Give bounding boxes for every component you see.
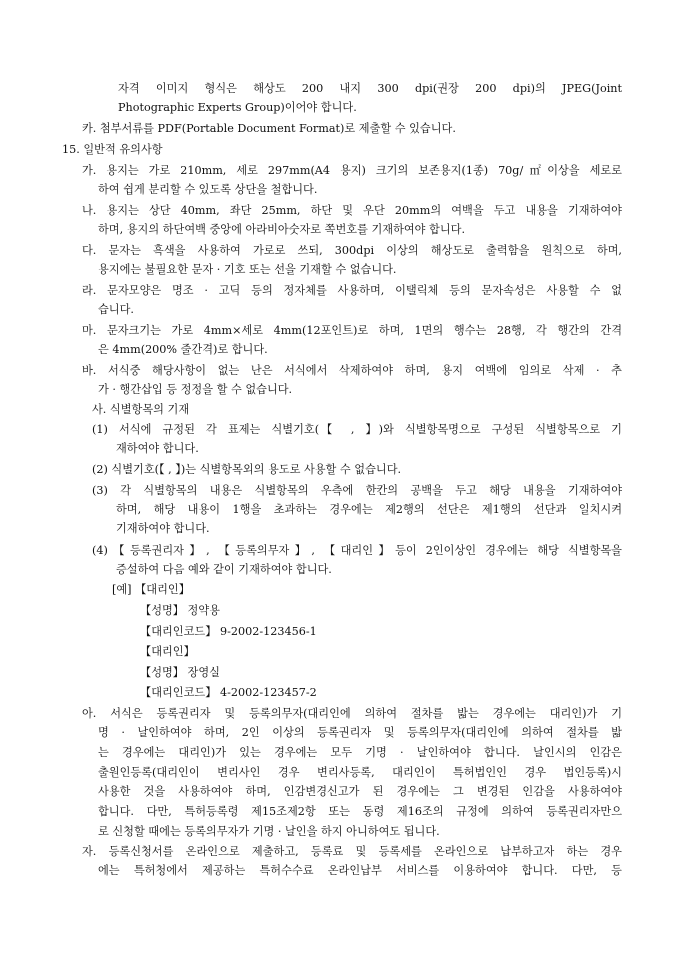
text-line: 하여 쉽게 분리할 수 있도록 상단을 철합니다.	[98, 183, 318, 196]
text-line: 【대리인코드】 4-2002-123457-2	[140, 686, 317, 699]
text-line: 로 신청할 때에는 등록의무자가 기명 · 날인을 하지 아니하여도 됩니다.	[98, 825, 440, 838]
text-line: (4)【등록권리자】, 【등록의무자】, 【대리인】등이 2인이상인 경우에는 해당 식별항목을	[92, 544, 622, 557]
text-line: 합니다. 다만, 특허등록령 제15조제2항 또는 동령 제16조의 규정에 의하여 등록권리자만으	[98, 805, 622, 818]
text-line: Photographic Experts Group)이어야 합니다.	[118, 101, 357, 114]
text-line: 습니다.	[98, 303, 134, 316]
section-heading: 15. 일반적 유의사항	[62, 143, 163, 156]
text-line: 에는 특허청에서 제공하는 특허수수료 온라인납부 서비스를 이용하여야 합니다. 다만, 등	[98, 864, 622, 877]
text-line: 아. 서식은 등록권리자 및 등록의무자(대리인에 의하여 절차를 밟는 경우에는 대리인)가 기	[82, 707, 622, 720]
text-line: 라. 문자모양은 명조 · 고딕 등의 정자체를 사용하며, 이탤릭체 등의 문자속성은 사용할 수 없	[82, 284, 622, 297]
text-line: 용지에는 불필요한 문자 · 기호 또는 선을 기재할 수 없습니다.	[98, 263, 397, 276]
text-line: 재하여야 합니다.	[116, 442, 199, 455]
text-line: 다. 문자는 흑색을 사용하여 가로로 쓰되, 300dpi 이상의 해상도로 출력함을 원칙으로 하며,	[82, 244, 622, 257]
text-line: 사용한 것을 사용하여야 하며, 인감변경신고가 된 경우에는 그 변경된 인감을 사용하여야	[98, 785, 622, 798]
text-line: 가. 용지는 가로 210mm, 세로 297mm(A4 용지) 크기의 보존용지(1종) 70g/㎡이상을 세로로	[82, 164, 622, 177]
text-line: 자격 이미지 형식은 해상도 200 내지 300 dpi(권장 200 dpi)의 JPEG(Joint	[118, 82, 622, 95]
text-line: 명 · 날인하여야 하며, 2인 이상의 등록권리자 및 등록의무자(대리인에 의하여 절차를 밟	[98, 726, 622, 739]
text-line: 【대리인코드】 9-2002-123456-1	[140, 625, 317, 638]
text-line: 카. 첨부서류를 PDF(Portable Document Format)로 제출할 수 있습니다.	[82, 122, 456, 135]
text-line: (1) 서식에 규정된 각 표제는 식별기호(【 , 】)와 식별항목명으로 구성된 식별항목으로 기	[92, 423, 622, 436]
text-line: 기재하여야 합니다.	[116, 522, 210, 535]
text-line: 은 4mm(200% 줄간격)로 합니다.	[98, 343, 268, 356]
text-line: 가 · 행간삽입 등 정정을 할 수 없습니다.	[98, 383, 293, 396]
text-line: 【성명】 정약용	[140, 604, 220, 617]
text-line: 는 경우에는 대리인)가 있는 경우에는 모두 기명 · 날인하여야 합니다. 날인시의 인감은	[98, 746, 622, 759]
text-line: 출원인등록(대리인이 변리사인 경우 변리사등록, 대리인이 특허법인인 경우 법인등록)시	[98, 766, 622, 779]
text-line: [예] 【대리인】	[112, 583, 190, 596]
text-line: (3) 각 식별항목의 내용은 식별항목의 우측에 한칸의 공백을 두고 해당 내용을 기재하여야	[92, 484, 622, 497]
text-line: 【성명】 장영실	[140, 666, 220, 679]
text-line: 마. 문자크기는 가로 4mm×세로 4mm(12포인트)로 하며, 1면의 행수는 28행, 각 행간의 간격	[82, 324, 622, 337]
text-line: 증설하여 다음 예와 같이 기재하여야 합니다.	[116, 563, 332, 576]
text-line: 자. 등록신청서를 온라인으로 제출하고, 등록료 및 등록세를 온라인으로 납부하고자 하는 경우	[82, 845, 622, 858]
text-line: 하며, 용지의 하단여백 중앙에 아라비아숫자로 쪽번호를 기재하여야 합니다.	[98, 223, 466, 236]
text-line: 바. 서식중 해당사항이 없는 난은 서식에서 삭제하여야 하며, 용지 여백에 임의로 삭제 · 추	[82, 364, 622, 377]
text-line: 하며, 해당 내용이 1행을 초과하는 경우에는 제2행의 선단은 제1행의 선단과 일치시켜	[116, 503, 622, 516]
text-line: (2) 식별기호(【 , 】)는 식별항목외의 용도로 사용할 수 없습니다.	[92, 463, 402, 476]
text-line: 나. 용지는 상단 40mm, 좌단 25mm, 하단 및 우단 20mm의 여백을 두고 내용을 기재하여야	[82, 204, 622, 217]
text-line: 【대리인】	[140, 645, 195, 658]
text-line: 사. 식별항목의 기재	[92, 403, 190, 416]
